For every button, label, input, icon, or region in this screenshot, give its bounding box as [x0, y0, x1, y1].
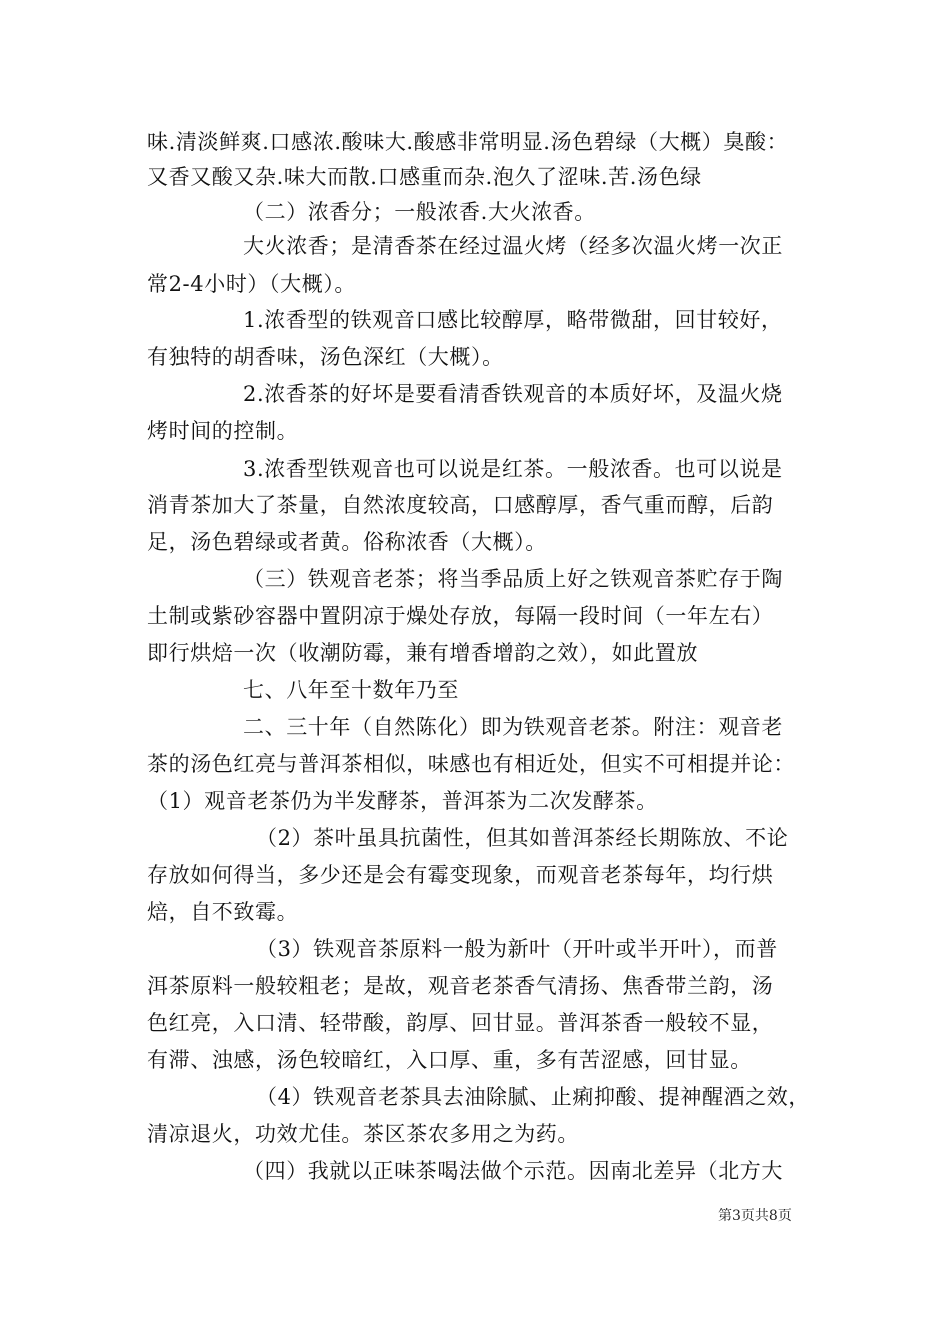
text-line: （三）铁观音老茶；将当季品质上好之铁观音茶贮存于陶: [243, 567, 783, 591]
text-line: 茶的汤色红亮与普洱茶相似，味感也有相近处，但实不可相提并论：: [147, 752, 795, 776]
text-line: 清凉退火，功效尤佳。茶区茶农多用之为药。: [147, 1122, 579, 1146]
text-line: 1.浓香型的铁观音口感比较醇厚，略带微甜，回甘较好，: [243, 308, 783, 332]
text-line: 足，汤色碧绿或者黄。俗称浓香（大概）。: [147, 530, 547, 554]
text-line: 味.清淡鲜爽.口感浓.酸味大.酸感非常明显.汤色碧绿（大概）臭酸：: [147, 130, 789, 154]
text-line: 烤时间的控制。: [147, 419, 299, 443]
text-line: 有滞、浊感，汤色较暗红，入口厚、重，多有苦涩感，回甘显。: [147, 1048, 752, 1072]
text-line: 有独特的胡香味，汤色深红（大概）。: [147, 345, 504, 369]
page-number: 第3页共8页: [718, 1208, 792, 1224]
text-line: 存放如何得当，多少还是会有霉变现象，而观音老茶每年，均行烘: [147, 863, 774, 887]
text-line: （二）浓香分；一般浓香.大火浓香。: [243, 200, 596, 224]
text-line: 消青茶加大了茶量，自然浓度较高，口感醇厚，香气重而醇，后韵: [147, 493, 774, 517]
text-line: （四）我就以正味茶喝法做个示范。因南北差异（北方大: [243, 1159, 783, 1183]
text-line: （1）观音老茶仍为半发酵茶，普洱茶为二次发酵茶。: [147, 789, 658, 813]
text-line: 洱茶原料一般较粗老；是故，观音老茶香气清扬、焦香带兰韵，汤: [147, 974, 774, 998]
text-line: 焙，自不致霉。: [147, 900, 299, 924]
text-line: （3）铁观音茶原料一般为新叶（开叶或半开叶），而普: [256, 937, 778, 961]
text-line: 二、三十年（自然陈化）即为铁观音老茶。附注：观音老: [243, 715, 783, 739]
text-line: 七、八年至十数年乃至: [243, 678, 459, 702]
text-line: 色红亮，入口清、轻带酸，韵厚、回甘显。普洱茶香一般较不显，: [147, 1011, 774, 1035]
text-line: （4）铁观音老茶具去油除腻、止痢抑酸、提神醒酒之效，: [256, 1085, 810, 1109]
text-line: 即行烘焙一次（收潮防霉，兼有增香增韵之效），如此置放: [147, 641, 699, 665]
text-line: （2）茶叶虽具抗菌性，但其如普洱茶经长期陈放、不论: [256, 826, 789, 850]
text-line: 2.浓香茶的好坏是要看清香铁观音的本质好坏，及温火烧: [243, 382, 783, 406]
text-line: 大火浓香；是清香茶在经过温火烤（经多次温火烤一次正: [243, 234, 783, 258]
text-line: 3.浓香型铁观音也可以说是红茶。一般浓香。也可以说是: [243, 457, 783, 481]
text-line: 土制或紫砂容器中置阴凉于燥处存放，每隔一段时间（一年左右）: [147, 604, 774, 628]
text-line: 常2-4小时）（大概）。: [147, 272, 357, 296]
text-line: 又香又酸又杂.味大而散.口感重而杂.泡久了涩味.苦.汤色绿: [147, 165, 702, 189]
